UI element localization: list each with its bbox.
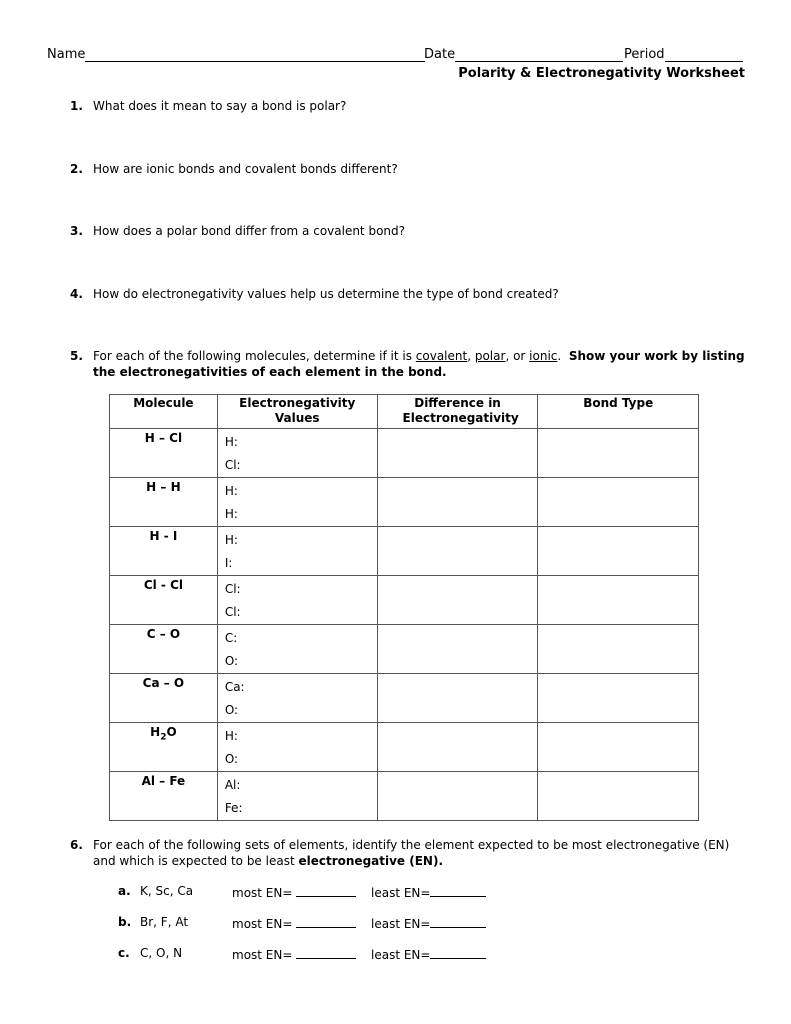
q5-sep: . — [557, 349, 569, 363]
option-c — [118, 946, 518, 962]
least-en-field[interactable] — [371, 884, 486, 900]
en-values-cell[interactable] — [217, 772, 377, 821]
en-values-cell[interactable] — [217, 723, 377, 772]
molecule-cell: Cl - Cl — [110, 576, 218, 625]
molecule-subscript: 2 — [160, 732, 167, 743]
element-2-label: Cl: — [224, 458, 241, 472]
bond-type-cell[interactable] — [538, 478, 699, 527]
en-values-cell[interactable] — [217, 429, 377, 478]
table-row — [110, 429, 699, 478]
table-row — [110, 527, 699, 576]
element-1-label: Ca: — [224, 680, 245, 694]
date-field[interactable] — [424, 47, 623, 62]
question-text: How are ionic bonds and covalent bonds different? — [93, 162, 398, 176]
option-b — [118, 915, 518, 931]
q5-ionic: ionic — [529, 349, 558, 363]
header-difference — [377, 395, 538, 429]
bond-type-cell[interactable] — [538, 625, 699, 674]
element-1-label: H: — [224, 533, 238, 547]
least-en-label: least EN= — [371, 886, 431, 900]
date-blank[interactable] — [455, 47, 623, 62]
q6-bold-text: electronegative (EN). — [298, 854, 444, 868]
en-values-cell[interactable] — [217, 478, 377, 527]
most-en-field[interactable] — [232, 946, 356, 962]
q5-intro: For each of the following molecules, determine if it is — [93, 349, 416, 363]
question-text — [93, 837, 748, 869]
table-row — [110, 576, 699, 625]
element-2-label: H: — [224, 507, 238, 521]
molecule-cell: Ca – O — [110, 674, 218, 723]
question-number: 2. — [70, 162, 83, 176]
option-elements: K, Sc, Ca — [140, 884, 194, 898]
header-fields — [47, 47, 747, 65]
least-en-field[interactable] — [371, 946, 486, 962]
bond-type-cell[interactable] — [538, 674, 699, 723]
molecule-cell: H – Cl — [110, 429, 218, 478]
element-1-label: Cl: — [224, 582, 241, 596]
element-1-label: H: — [224, 729, 238, 743]
most-en-blank[interactable] — [296, 946, 356, 959]
q6-text: For each of the following sets of elements, identify the element expected to be most electronegative (EN) and which is expected to be least — [93, 838, 730, 868]
en-values-cell[interactable] — [217, 625, 377, 674]
element-1-label: H: — [224, 484, 238, 498]
option-letter: c. — [118, 946, 130, 960]
bond-type-cell[interactable] — [538, 772, 699, 821]
element-2-label: Cl: — [224, 605, 241, 619]
difference-cell[interactable] — [377, 429, 538, 478]
header-difference-text: Difference in Electronegativity — [402, 396, 519, 425]
header-en-values-text: Electronegativity Values — [239, 396, 356, 425]
en-values-cell[interactable] — [217, 674, 377, 723]
question-text: How do electronegativity values help us determine the type of bond created? — [93, 287, 559, 301]
element-2-label: O: — [224, 703, 239, 717]
molecule-cell: C – O — [110, 625, 218, 674]
table-row — [110, 772, 699, 821]
most-en-blank[interactable] — [296, 915, 356, 928]
header-molecule: Molecule — [110, 395, 218, 429]
element-2-label: Fe: — [224, 801, 243, 815]
table-header-row — [110, 395, 699, 429]
difference-cell[interactable] — [377, 772, 538, 821]
name-field[interactable] — [47, 47, 425, 62]
molecule-cell — [110, 723, 218, 772]
q5-covalent: covalent — [415, 349, 468, 363]
most-en-field[interactable] — [232, 884, 356, 900]
element-1-label: H: — [224, 435, 238, 449]
most-en-label: most EN= — [232, 886, 293, 900]
difference-cell[interactable] — [377, 625, 538, 674]
difference-cell[interactable] — [377, 478, 538, 527]
difference-cell[interactable] — [377, 527, 538, 576]
molecule-cell: H - I — [110, 527, 218, 576]
worksheet-title: Polarity & Electronegativity Worksheet — [458, 66, 745, 81]
most-en-blank[interactable] — [296, 884, 356, 897]
q5-sep: , or — [505, 349, 530, 363]
header-en-values — [217, 395, 377, 429]
table-row — [110, 625, 699, 674]
difference-cell[interactable] — [377, 576, 538, 625]
table-row — [110, 674, 699, 723]
en-values-cell[interactable] — [217, 527, 377, 576]
name-label: Name — [47, 47, 86, 62]
name-blank[interactable] — [85, 47, 425, 62]
element-2-label: O: — [224, 654, 239, 668]
en-values-cell[interactable] — [217, 576, 377, 625]
least-en-blank[interactable] — [430, 884, 486, 897]
question-number: 6. — [70, 838, 83, 852]
most-en-label: most EN= — [232, 917, 293, 931]
question-text: How does a polar bond differ from a covalent bond? — [93, 224, 406, 238]
q5-polar: polar — [474, 349, 506, 363]
least-en-blank[interactable] — [430, 915, 486, 928]
option-letter: a. — [118, 884, 131, 898]
molecule-h: H — [150, 725, 161, 739]
bond-type-cell[interactable] — [538, 527, 699, 576]
question-number: 3. — [70, 224, 83, 238]
period-blank[interactable] — [665, 47, 743, 62]
most-en-field[interactable] — [232, 915, 356, 931]
element-2-label: O: — [224, 752, 239, 766]
question-number: 5. — [70, 349, 83, 363]
option-elements: C, O, N — [140, 946, 183, 960]
option-a — [118, 884, 518, 900]
period-field[interactable] — [624, 47, 743, 62]
table-row — [110, 723, 699, 772]
question-text — [93, 348, 748, 380]
molecule-cell: H – H — [110, 478, 218, 527]
q5-instruction: Show your work by listing the electronegativities of each element in the bond. — [93, 349, 745, 379]
option-letter: b. — [118, 915, 132, 929]
least-en-blank[interactable] — [430, 946, 486, 959]
bond-type-cell[interactable] — [538, 723, 699, 772]
element-2-label: I: — [224, 556, 233, 570]
electronegativity-table — [109, 394, 699, 821]
option-elements: Br, F, At — [140, 915, 189, 929]
bond-type-cell[interactable] — [538, 576, 699, 625]
molecule-o: O — [166, 725, 177, 739]
question-number: 1. — [70, 99, 83, 113]
q5-sep: , — [467, 349, 475, 363]
element-1-label: Al: — [224, 778, 241, 792]
molecule-cell: Al – Fe — [110, 772, 218, 821]
difference-cell[interactable] — [377, 674, 538, 723]
most-en-label: most EN= — [232, 948, 293, 962]
period-label: Period — [624, 47, 665, 62]
least-en-label: least EN= — [371, 948, 431, 962]
date-label: Date — [424, 47, 456, 62]
question-text: What does it mean to say a bond is polar? — [93, 99, 347, 113]
question-number: 4. — [70, 287, 83, 301]
least-en-field[interactable] — [371, 915, 486, 931]
element-1-label: C: — [224, 631, 238, 645]
least-en-label: least EN= — [371, 917, 431, 931]
difference-cell[interactable] — [377, 723, 538, 772]
header-bond-type: Bond Type — [538, 395, 699, 429]
table-row — [110, 478, 699, 527]
bond-type-cell[interactable] — [538, 429, 699, 478]
